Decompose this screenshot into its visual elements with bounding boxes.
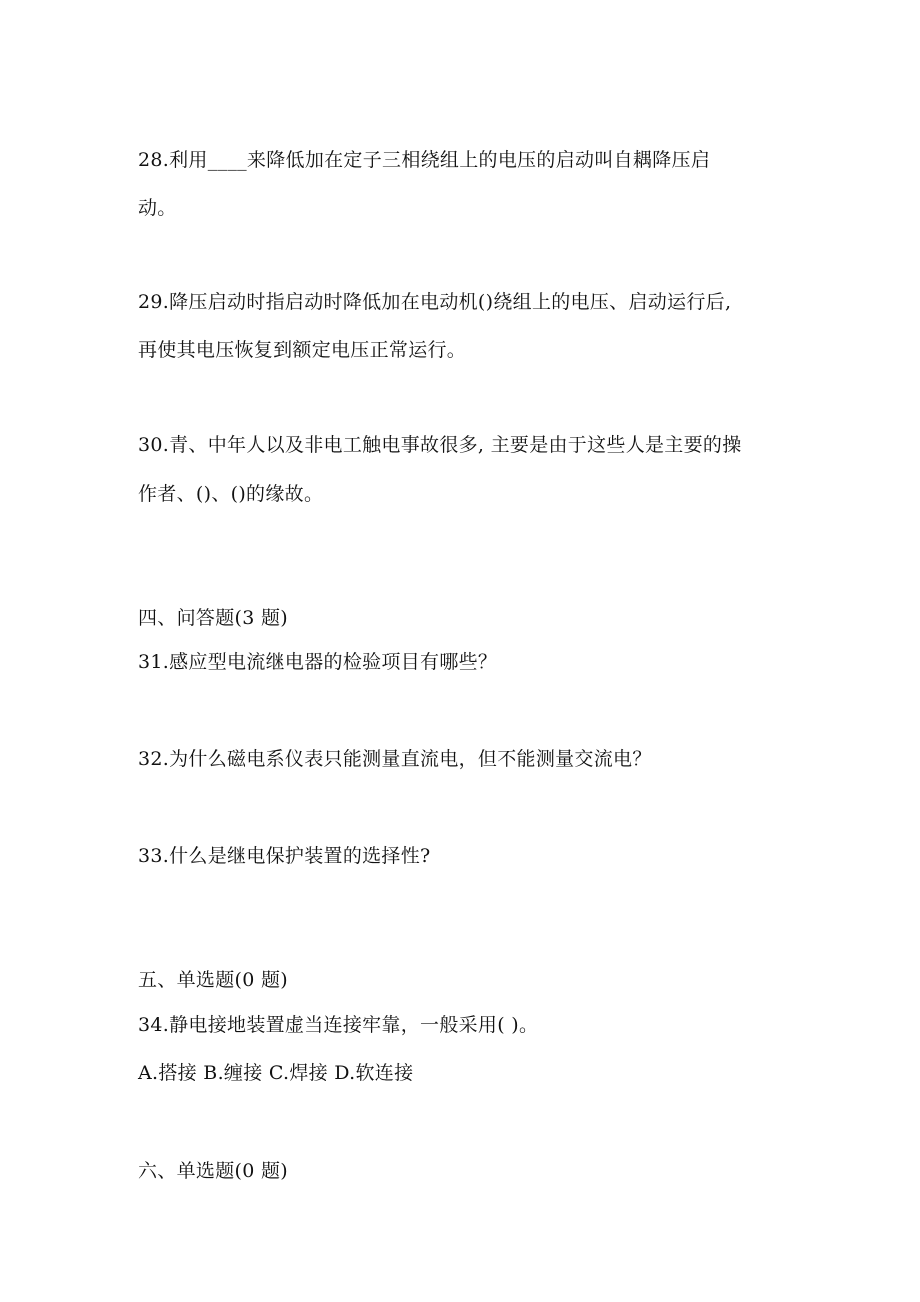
question-29-line-2: 再使其电压恢复到额定电压正常运行。	[138, 339, 467, 361]
question-34-options: A.搭接 B.缠接 C.焊接 D.软连接	[138, 1062, 414, 1084]
section-6-heading: 六、单选题(0 题)	[138, 1160, 288, 1182]
section-5-heading: 五、单选题(0 题)	[138, 969, 288, 991]
question-28-line-1: 28.利用____来降低加在定子三相绕组上的电压的启动叫自耦降压启	[138, 149, 711, 171]
question-28-line-2: 动。	[138, 197, 177, 219]
question-30-line-2: 作者、()、()的缘故。	[138, 483, 324, 505]
question-34: 34.静电接地装置虚当连接牢靠，一般采用( )。	[138, 1014, 539, 1036]
question-32: 32.为什么磁电系仪表只能测量直流电，但不能测量交流电？	[138, 748, 652, 770]
question-29-line-1: 29.降压启动时指启动时降低加在电动机()绕组上的电压、启动运行后,	[138, 291, 732, 313]
section-4-heading: 四、问答题(3 题)	[138, 607, 288, 629]
question-33: 33.什么是继电保护装置的选择性?	[138, 845, 431, 867]
question-31: 31.感应型电流继电器的检验项目有哪些？	[138, 651, 498, 673]
question-30-line-1: 30.青、中年人以及非电工触电事故很多, 主要是由于这些人是主要的操	[138, 434, 742, 456]
